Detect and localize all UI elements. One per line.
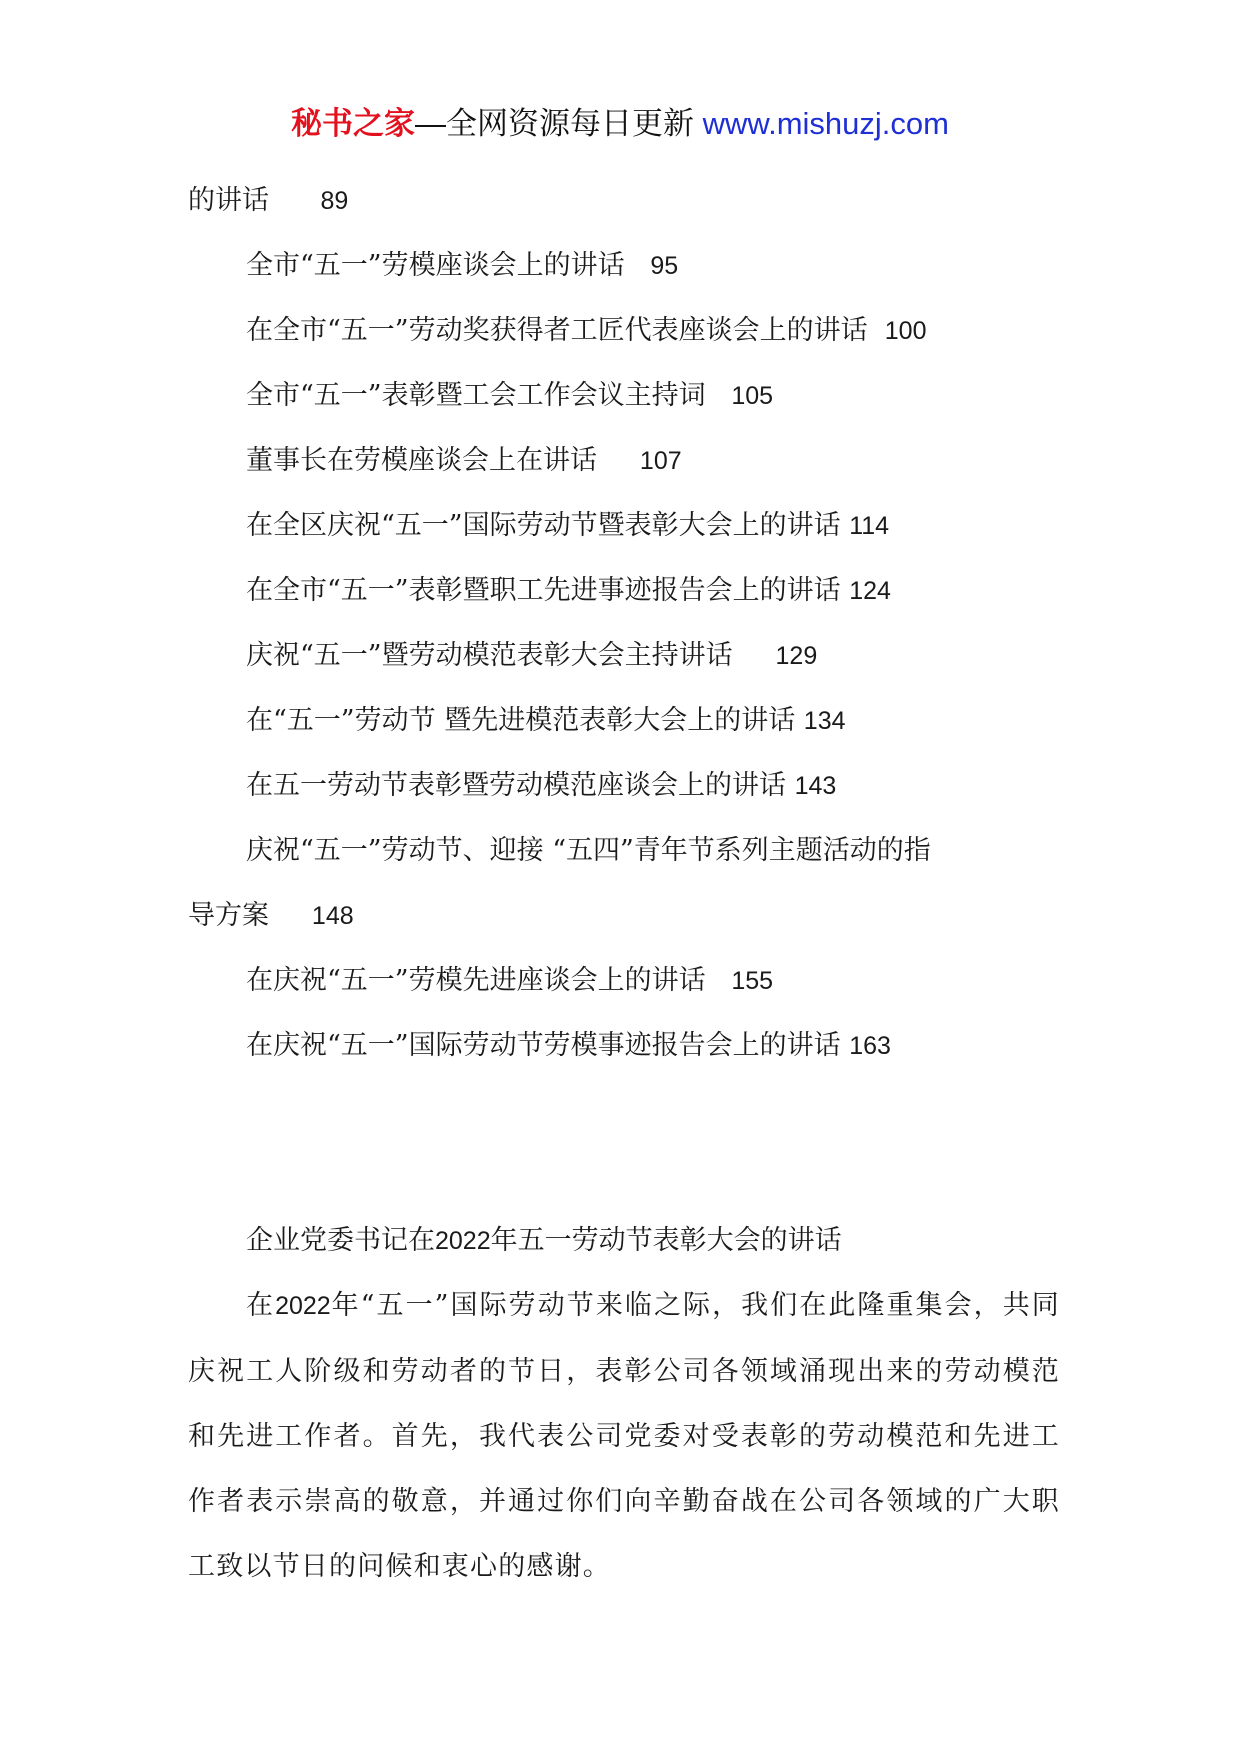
toc-entry[interactable]: [188, 298, 1060, 363]
toc-entry-page-number: 114: [849, 512, 890, 540]
toc-entry[interactable]: [188, 428, 1060, 493]
toc-entry-page-number: 107: [639, 447, 682, 475]
toc-entry-title: 在庆祝“五一”国际劳动节劳模事迹报告会上的讲话: [246, 1030, 841, 1061]
toc-entry[interactable]: [188, 948, 1060, 1013]
toc-entry-spacer: [841, 510, 850, 541]
toc-entry[interactable]: [188, 818, 1060, 883]
toc-entry-spacer: [841, 1030, 850, 1061]
toc-entry-page-number: 100: [884, 317, 927, 345]
toc-entry-spacer: [733, 640, 776, 671]
toc-entry-spacer: [706, 965, 732, 996]
table-of-contents: [188, 168, 1060, 1078]
toc-entry[interactable]: [188, 688, 1060, 753]
toc-entry[interactable]: [188, 493, 1060, 558]
toc-entry[interactable]: [188, 558, 1060, 623]
paragraph-year: 2022: [275, 1292, 331, 1320]
toc-entry-spacer: [868, 315, 885, 346]
toc-entry[interactable]: [188, 753, 1060, 818]
toc-entry-page-number: 129: [775, 642, 818, 670]
toc-entry-title: 在庆祝“五一”劳模先进座谈会上的讲话: [246, 965, 706, 996]
toc-entry-title: 在全市“五一”表彰暨职工先进事迹报告会上的讲话: [246, 575, 841, 606]
toc-entry-spacer: [706, 380, 732, 411]
toc-entry-page-number: 143: [794, 772, 837, 800]
site-url-link[interactable]: www.mishuzj.com: [702, 106, 949, 141]
toc-entry-page-number: 124: [849, 577, 891, 605]
toc-entry-page-number: 95: [650, 252, 679, 280]
toc-entry[interactable]: [188, 1013, 1060, 1078]
toc-entry-title: 全市“五一”劳模座谈会上的讲话: [246, 250, 625, 281]
toc-entry-title: 庆祝“五一”暨劳动模范表彰大会主持讲话: [246, 640, 733, 671]
toc-entry-spacer: [269, 185, 321, 216]
toc-entry-title: 的讲话: [188, 185, 269, 216]
toc-entry-title: 在全市“五一”劳动奖获得者工匠代表座谈会上的讲话: [246, 315, 868, 346]
toc-entry-page-number: 155: [731, 967, 774, 995]
toc-entry-page-number: 134: [803, 707, 846, 735]
toc-entry-title: 在五一劳动节表彰暨劳动模范座谈会上的讲话: [246, 770, 786, 801]
toc-entry-spacer: [795, 705, 804, 736]
article-title-year: 2022: [435, 1227, 491, 1255]
section-gap: [188, 1078, 1060, 1208]
toc-entry-page-number: 163: [849, 1032, 891, 1060]
toc-entry-spacer: [625, 250, 651, 281]
article-paragraph: [188, 1273, 1060, 1599]
toc-entry-spacer: [841, 575, 850, 606]
toc-entry-page-number: 105: [731, 382, 774, 410]
toc-entry-spacer: [597, 445, 640, 476]
toc-entry-title: 全市“五一”表彰暨工会工作会议主持词: [246, 380, 706, 411]
document-page: [188, 168, 1060, 1599]
header-slogan: —全网资源每日更新: [415, 106, 695, 141]
toc-entry[interactable]: [188, 363, 1060, 428]
toc-entry-title: 在“五一”劳动节 暨先进模范表彰大会上的讲话: [246, 705, 796, 736]
site-header: [0, 104, 1240, 144]
toc-entry-page-number: 89: [320, 187, 349, 215]
toc-entry-title: 导方案: [188, 900, 269, 931]
toc-entry[interactable]: [188, 168, 1060, 233]
toc-entry-title: 董事长在劳模座谈会上在讲话: [246, 445, 597, 476]
article-title: [188, 1208, 1060, 1273]
paragraph-pre: 在: [246, 1290, 276, 1321]
toc-entry-spacer: [786, 770, 795, 801]
toc-entry-title: 在全区庆祝“五一”国际劳动节暨表彰大会上的讲话: [246, 510, 841, 541]
toc-entry[interactable]: [188, 233, 1060, 298]
article-title-pre: 企业党委书记在: [246, 1225, 435, 1256]
article-title-post: 年五一劳动节表彰大会的讲话: [490, 1225, 842, 1256]
toc-entry[interactable]: [188, 883, 1060, 948]
toc-entry-page-number: 148: [311, 902, 354, 930]
toc-entry-title: 庆祝“五一”劳动节、迎接 “五四”青年节系列主题活动的指: [246, 835, 931, 866]
brand-name: 秘书之家: [291, 106, 416, 141]
toc-entry-spacer: [269, 900, 312, 931]
paragraph-body: 年“五一”国际劳动节来临之际，我们在此隆重集会，共同庆祝工人阶级和劳动者的节日，表彰公司各领域涌现出来的劳动模范和先进工作者。首先，我代表公司党委对受表彰的劳动模范和先进工作者表示崇高的敬意，并通过你们向辛勤奋战在公司各领域的广大职工致以节日的问候和衷心的感谢。: [188, 1290, 1061, 1582]
toc-entry[interactable]: [188, 623, 1060, 688]
